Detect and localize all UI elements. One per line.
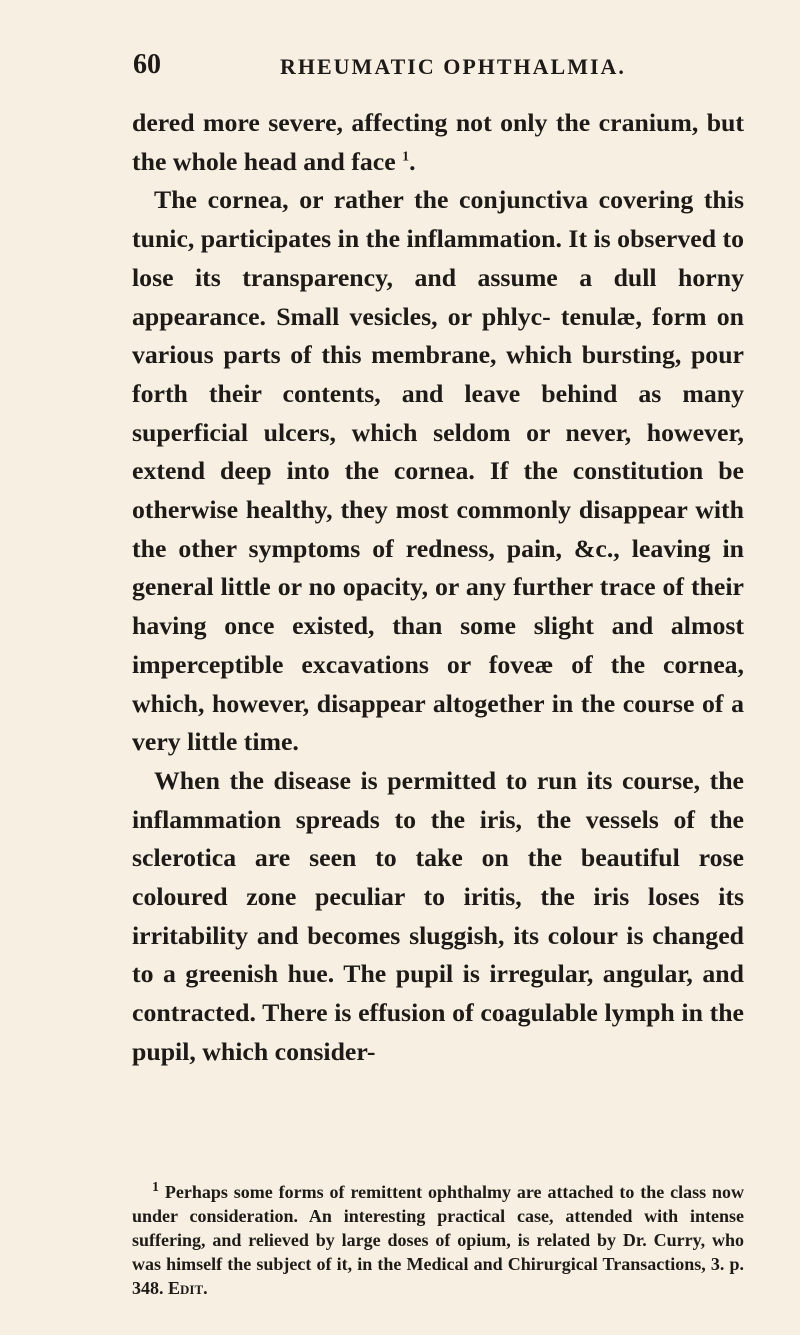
paragraph-1-text: dered more severe, affecting not only the cranium, but the whole head and face bbox=[132, 108, 744, 176]
footnote-marker: 1 bbox=[152, 1180, 159, 1195]
paragraph-1 bbox=[132, 104, 744, 181]
footnote-signature: Edit. bbox=[168, 1278, 208, 1298]
paragraph-2: The cornea, or rather the conjunctiva covering this tunic, participates in the inflammation. It is observed to lose its transparency, and assume a dull horny appearance. Small vesicles, or phlyc- tenulæ, form on various parts of this membrane, which bursting, pour forth their contents, and leave behind as many superficial ulcers, which seldom or never, however, extend deep into the cornea. If the constitution be otherwise healthy, they most commonly disappear with the other symptoms of redness, pain, &c., leaving in general little or no opacity, or any further trace of their having once existed, than some slight and almost imperceptible excavations or foveæ of the cornea, which, however, disappear altogether in the course of a very little time. bbox=[132, 185, 744, 757]
footnote-text: Perhaps some forms of remittent ophthalmy are attached to the class now under consideration. An interesting practical case, attended with intense suffering, and relieved by large doses of opium, is related by Dr. Curry, who was himself the subject of it, in the Medical and Chirurgical Transactions, 3. p. 348. bbox=[132, 1182, 745, 1298]
footnotes bbox=[132, 1180, 744, 1300]
footnote-reference: 1 bbox=[402, 149, 410, 165]
page-header bbox=[133, 50, 745, 90]
footnote-1 bbox=[132, 1180, 744, 1300]
paragraph-3: When the disease is permitted to run its course, the inflammation spreads to the iris, the vessels of the sclerotica are seen to take on the beautiful rose coloured zone peculiar to iritis, the iris loses its irritability and becomes sluggish, its colour is changed to a greenish hue. The pupil is irregular, angular, and contracted. There is effusion of coagulable lymph in the pupil, which consider- bbox=[132, 765, 744, 1066]
body-text bbox=[132, 104, 744, 1072]
page-number: 60 bbox=[133, 49, 161, 80]
running-title: RHEUMATIC OPHTHALMIA. bbox=[280, 54, 626, 79]
paragraph-1-end: . bbox=[409, 146, 416, 176]
